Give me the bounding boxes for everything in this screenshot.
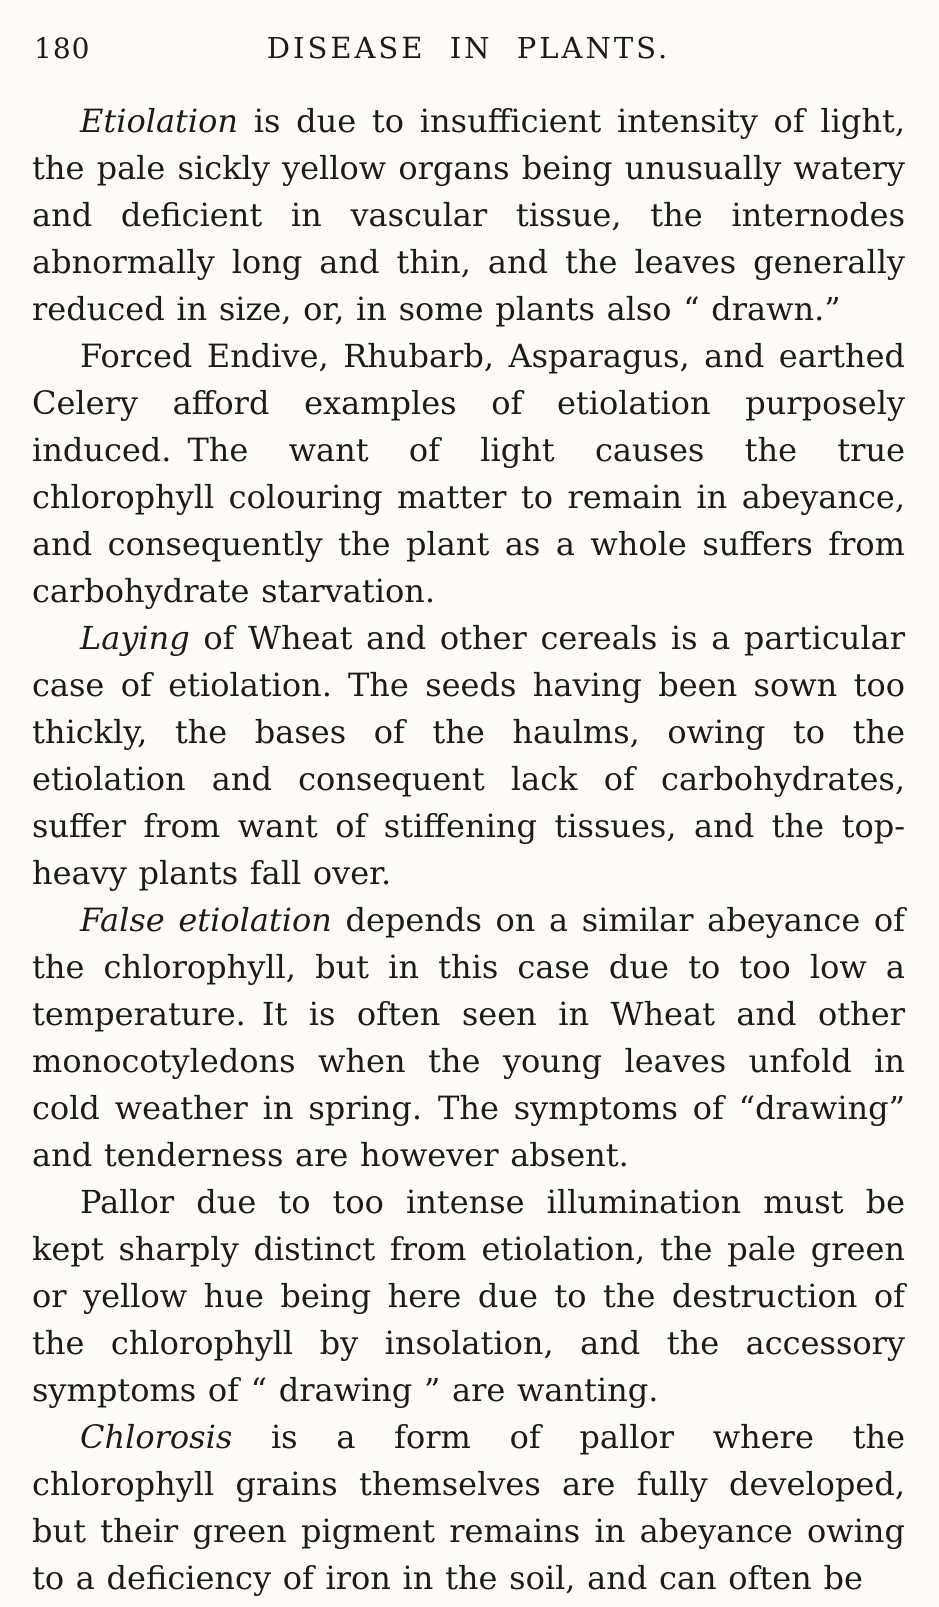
paragraph-laying (32, 615, 905, 897)
lead-term: Chlorosis (80, 1418, 233, 1456)
paragraph-text: of Wheat and other cereals is a particular case of etiolation. The seeds having been sown too thickly, the bases of the haulms, owing to the etiolation and consequent lack of carbohydrates, suffer from want of stiffening tissues, and the top-heavy plants fall over. (32, 619, 905, 892)
paragraph-etiolation (32, 98, 905, 333)
paragraph-text: Forced Endive, Rhubarb, Asparagus, and earthed Celery afford examples of etiolation purposely induced. The want of light causes the true chlorophyll colouring matter to remain in abeyance, and consequently the plant as a whole suffers from carbohydrate starvation. (32, 337, 905, 610)
paragraph-text: depends on a similar abeyance of the chlorophyll, but in this case due to too low a temperature. It is often seen in Wheat and other monocotyledons when the young leaves unfold in cold weather in spring. The symptoms of “drawing” and tenderness are however absent. (32, 901, 906, 1174)
paragraph-pallor (32, 1179, 905, 1414)
lead-term: False etiolation (80, 901, 332, 939)
paragraph-chlorosis (32, 1414, 905, 1602)
lead-term: Laying (80, 619, 190, 657)
page-number: 180 (34, 32, 91, 65)
paragraph-false-etiolation (32, 897, 905, 1179)
running-title: DISEASE IN PLANTS. (266, 31, 671, 65)
paragraph-text: is a form of pallor where the chlorophyll grains themselves are fully developed, but their green pigment remains in abeyance owing to a deficiency of iron in the soil, and can often be (32, 1418, 905, 1597)
lead-term: Etiolation (80, 102, 238, 140)
page-body (32, 98, 905, 1602)
page-header (32, 30, 905, 70)
paragraph-forced-endive (32, 333, 905, 615)
paragraph-text: is due to insufficient intensity of light, the pale sickly yellow organs being unusually watery and deficient in vascular tissue, the internodes abnormally long and thin, and the leaves generally reduced in size, or, in some plants also “ drawn.” (32, 102, 905, 328)
paragraph-text: Pallor due to too intense illumination must be kept sharply distinct from etiolation, the pale green or yellow hue being here due to the destruction of the chlorophyll by insolation, and the accessory symptoms of “ drawing ” are wanting. (32, 1183, 905, 1409)
